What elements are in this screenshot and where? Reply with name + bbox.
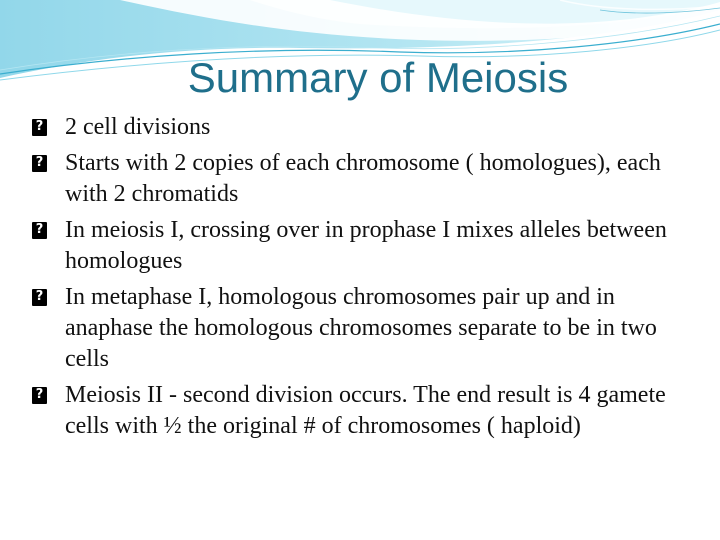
bullet-marker-icon <box>32 119 47 136</box>
bullet-marker-icon <box>32 222 47 239</box>
bullet-text: Starts with 2 copies of each chromosome ( homologues), each with 2 chromatids <box>65 150 661 207</box>
slide-title: Summary of Meiosis <box>187 54 569 101</box>
bullet-item <box>30 282 680 375</box>
bullet-text: Meiosis II - second division occurs. The end result is 4 gamete cells with ½ the original # of chromosomes ( haploid) <box>65 382 666 439</box>
bullet-marker-icon <box>32 387 47 404</box>
bullet-text: In meiosis I, crossing over in prophase I mixes alleles between homologues <box>65 217 667 274</box>
bullet-list <box>30 112 680 447</box>
bullet-item <box>30 112 680 143</box>
bullet-text: 2 cell divisions <box>65 114 211 140</box>
bullet-text: In metaphase I, homologous chromosomes pair up and in anaphase the homologous chromosomes separate to be in two cells <box>65 284 657 372</box>
bullet-marker-icon <box>32 289 47 306</box>
bullet-item <box>30 215 680 277</box>
bullet-item <box>30 148 680 210</box>
bullet-item <box>30 380 680 442</box>
bullet-marker-icon <box>32 155 47 172</box>
